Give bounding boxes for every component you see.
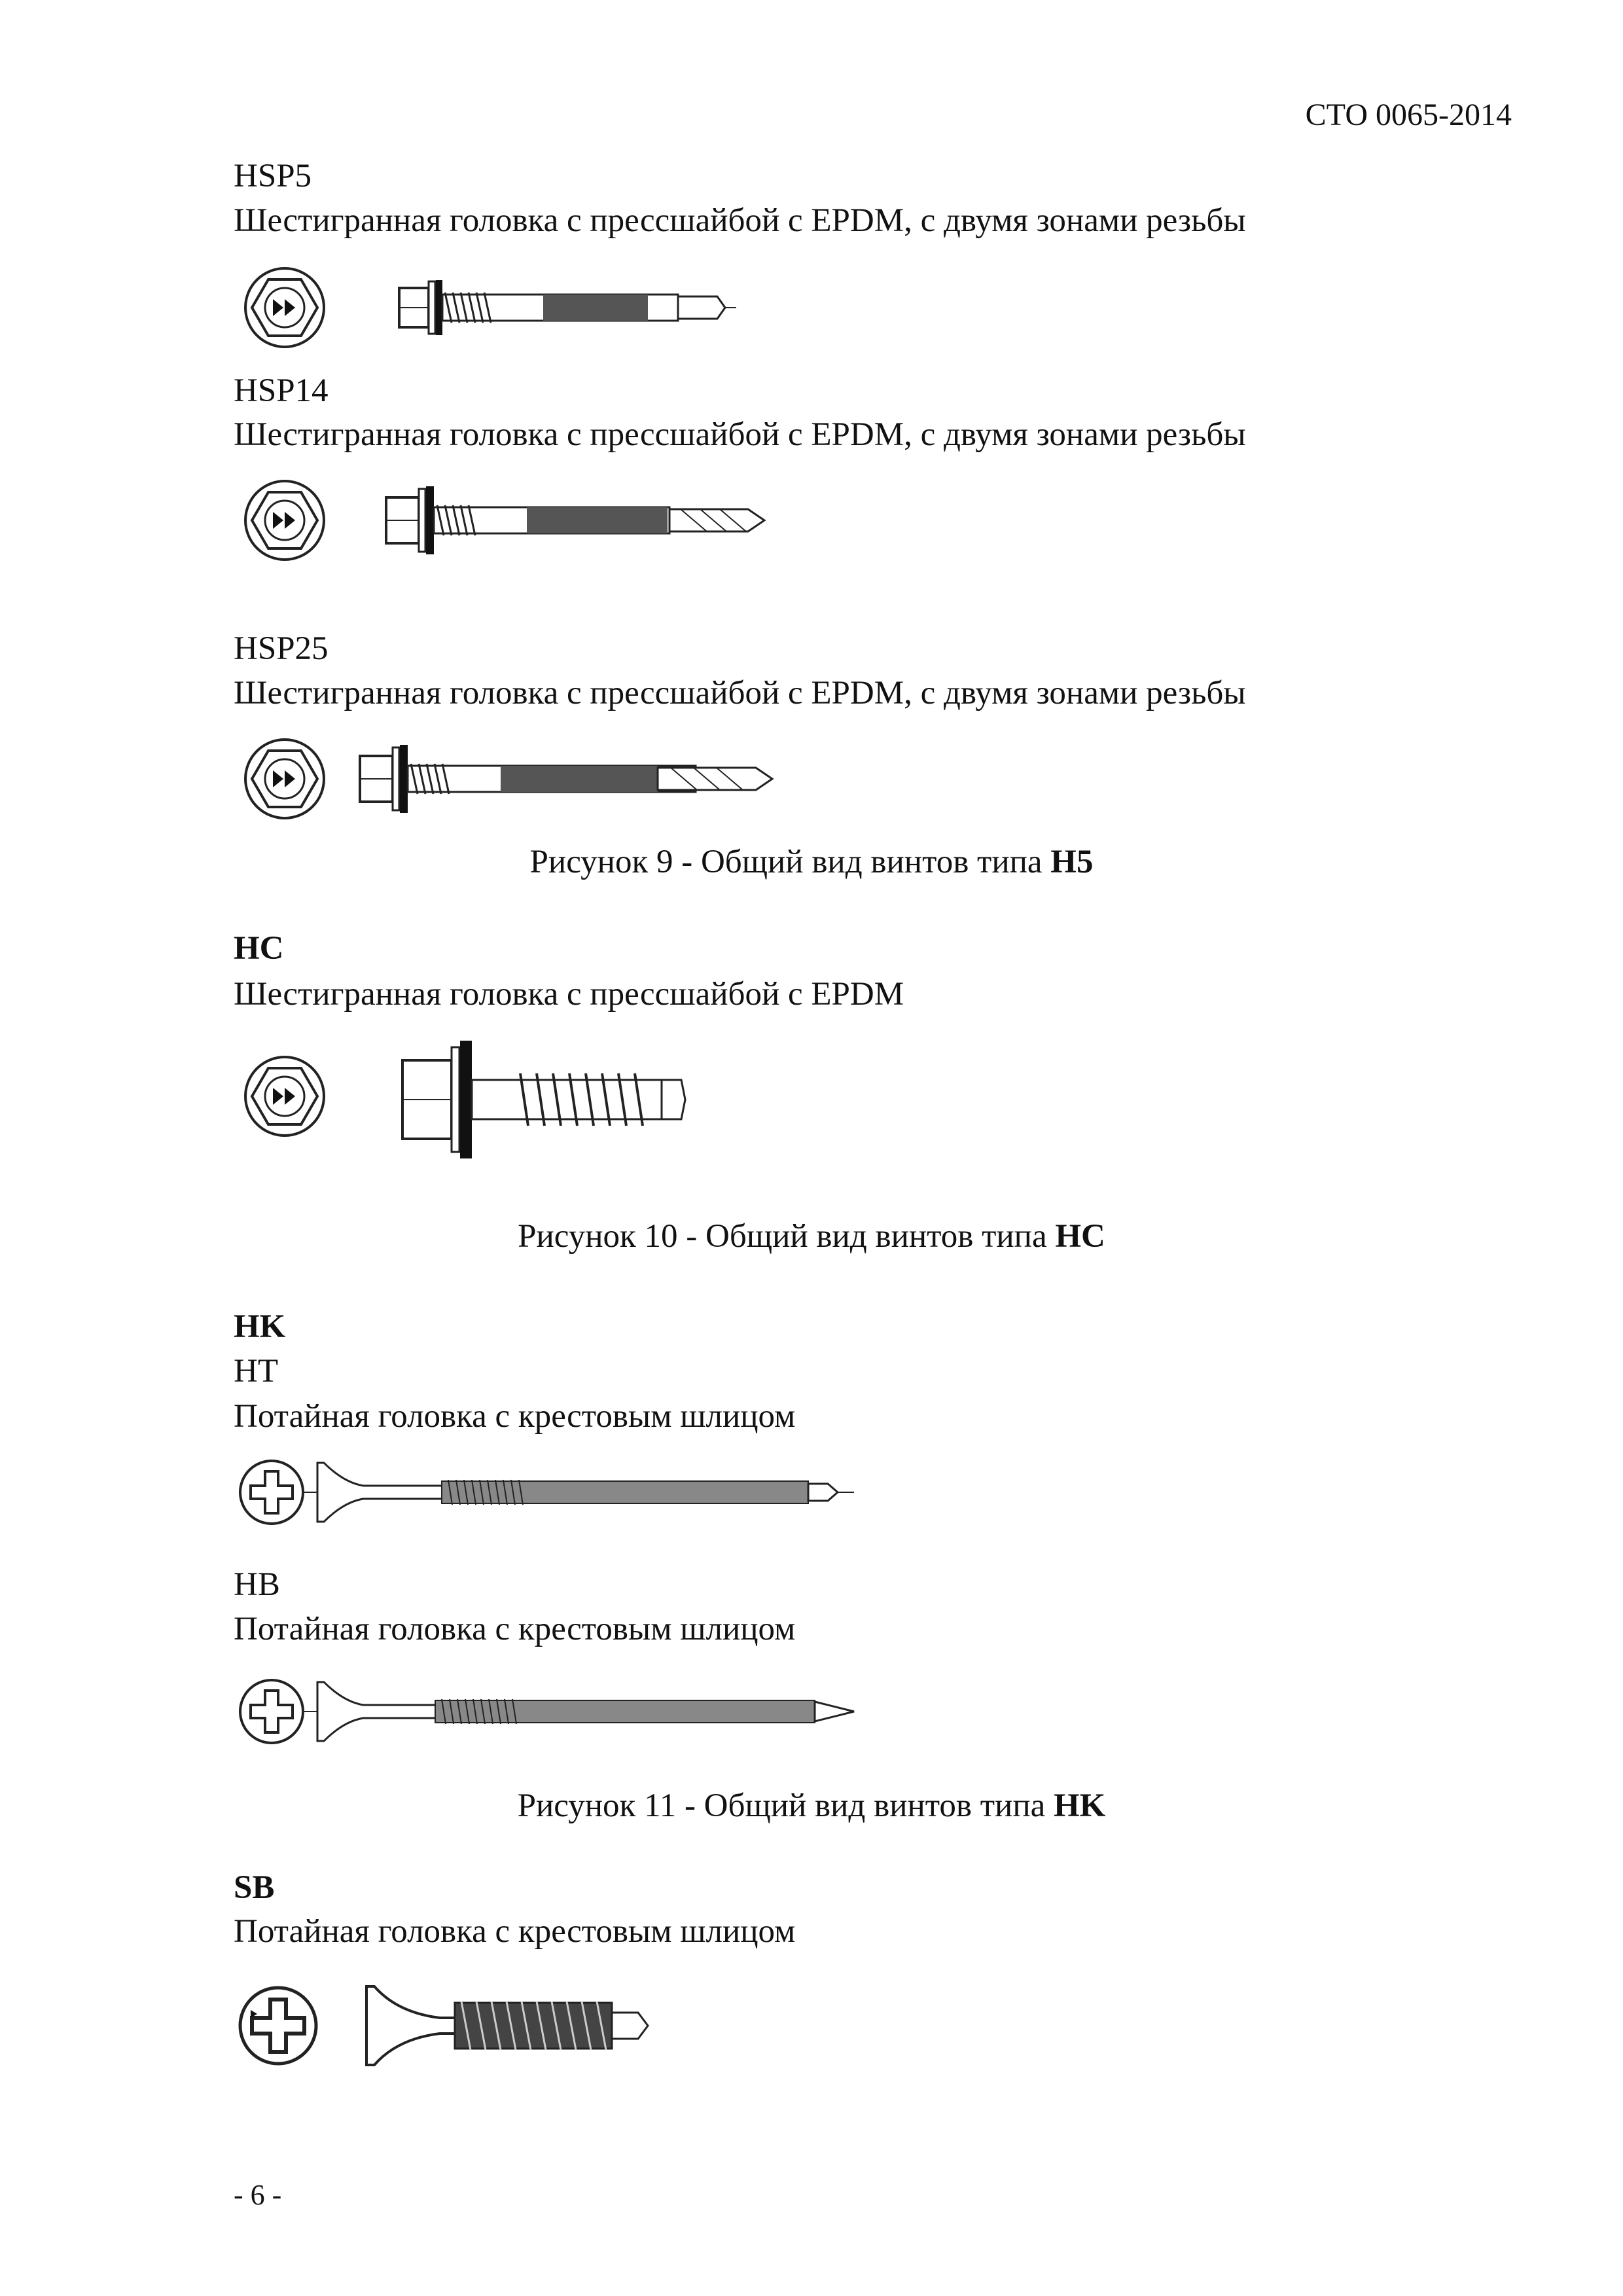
hex-head-drive-icon	[245, 268, 324, 347]
section-code-sb: SB	[234, 1869, 275, 1906]
phillips-head-icon	[240, 1461, 303, 1524]
section-code-hsp25: HSP25	[234, 630, 329, 667]
section-desc-ht: Потайная головка с крестовым шлицом	[234, 1398, 796, 1435]
caption-text: Рисунок 10 - Общий вид винтов типа	[518, 1218, 1056, 1255]
section-desc-hsp5: Шестигранная головка с прессшайбой с EPDM, с двумя зонами резьбы	[234, 202, 1246, 239]
screw-side-view	[386, 486, 764, 554]
caption-text: Рисунок 9 - Общий вид винтов типа	[529, 844, 1051, 880]
page-number: - 6 -	[234, 2179, 282, 2211]
caption-type: HK	[1054, 1787, 1106, 1824]
hsp25-figure	[242, 726, 864, 831]
screw-side-view	[304, 1463, 854, 1522]
hex-head-drive-icon	[245, 740, 324, 818]
screw-side-view	[366, 1986, 648, 2065]
section-code-ht: HT	[234, 1353, 278, 1390]
screw-side-view	[402, 1041, 685, 1158]
document-code: СТО 0065-2014	[1305, 98, 1512, 132]
figure-11-caption	[0, 1787, 1623, 1825]
hb-figure	[232, 1676, 926, 1748]
section-desc-hb: Потайная головка с крестовым шлицом	[234, 1611, 796, 1647]
section-code-hb: HB	[234, 1566, 280, 1603]
figure-10-caption	[0, 1217, 1623, 1255]
phillips-head-icon	[240, 1988, 316, 2064]
hsp5-figure	[242, 259, 785, 357]
section-desc-hsp25: Шестигранная головка с прессшайбой с EPDM, с двумя зонами резьбы	[234, 675, 1246, 711]
section-code-hc: HC	[234, 930, 284, 967]
section-desc-hc: Шестигранная головка с прессшайбой с EPDM	[234, 976, 904, 1013]
section-code-hk: HK	[234, 1308, 286, 1345]
section-code-hsp5: HSP5	[234, 158, 312, 194]
section-code-hsp14: HSP14	[234, 372, 329, 409]
caption-text: Рисунок 11 - Общий вид винтов типа	[517, 1787, 1054, 1824]
figure-9-caption	[0, 843, 1623, 881]
section-desc-hsp14: Шестигранная головка с прессшайбой с EPDM, с двумя зонами резьбы	[234, 416, 1246, 453]
section-desc-sb: Потайная головка с крестовым шлицом	[234, 1913, 796, 1950]
screw-side-view	[360, 745, 772, 813]
hsp14-figure	[242, 468, 831, 573]
caption-type: H5	[1050, 844, 1094, 880]
screw-side-view	[304, 1682, 854, 1741]
caption-type: HC	[1055, 1218, 1105, 1255]
sb-figure	[236, 1970, 746, 2081]
phillips-head-icon	[240, 1680, 303, 1743]
screw-side-view	[399, 280, 736, 335]
hc-figure	[242, 1024, 949, 1181]
hex-head-drive-icon	[245, 481, 324, 560]
hex-head-drive-icon	[245, 1057, 324, 1136]
ht-figure	[232, 1456, 926, 1528]
